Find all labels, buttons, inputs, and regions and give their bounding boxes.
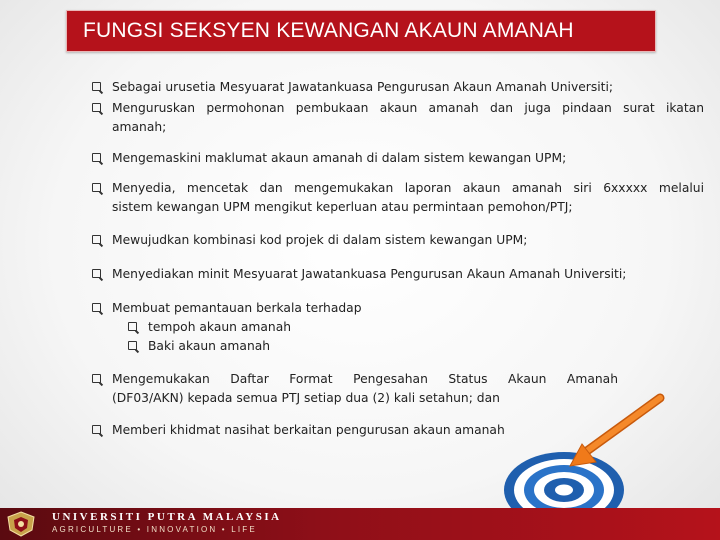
list-item: Sebagai urusetia Mesyuarat Jawatankuasa Pengurusan Akaun Amanah Universiti; (92, 78, 704, 97)
list-item: Mewujudkan kombinasi kod projek di dalam sistem kewangan UPM; (92, 231, 704, 250)
checkbox-bullet-icon (92, 183, 101, 192)
checkbox-bullet-icon (128, 341, 137, 350)
university-name: UNIVERSITI PUTRA MALAYSIA (52, 511, 282, 523)
checkbox-bullet-icon (128, 322, 137, 331)
checkbox-bullet-icon (92, 269, 101, 278)
checkbox-bullet-icon (92, 82, 101, 91)
bullet-list (92, 78, 704, 440)
checkbox-bullet-icon (92, 235, 101, 244)
university-tagline: AGRICULTURE • INNOVATION • LIFE (52, 525, 257, 534)
list-item: Mengemaskini maklumat akaun amanah di dalam sistem kewangan UPM; (92, 149, 704, 168)
sub-list-item: tempoh akaun amanah (128, 318, 704, 337)
title-bar (66, 10, 656, 52)
footer-bar (0, 508, 720, 540)
list-item: Mengemukakan Daftar Format Pengesahan Status Akaun Amanah (DF03/AKN) kepada semua PTJ setiap dua (2) kali setahun; dan (92, 370, 704, 408)
list-item: Menyedia, mencetak dan mengemukakan laporan akaun amanah siri 6xxxxx melalui sistem kewangan UPM mengikut keperluan atau permintaan pemohon/PTJ; (92, 179, 704, 217)
list-item: Menyediakan minit Mesyuarat Jawatankuasa Pengurusan Akaun Amanah Universiti; (92, 265, 704, 284)
arrow-icon (570, 398, 660, 466)
checkbox-bullet-icon (92, 153, 101, 162)
university-crest-icon (4, 510, 38, 538)
checkbox-bullet-icon (92, 425, 101, 434)
slide-title: FUNGSI SEKSYEN KEWANGAN AKAUN AMANAH (83, 19, 574, 42)
checkbox-bullet-icon (92, 103, 101, 112)
checkbox-bullet-icon (92, 303, 101, 312)
list-item: Memberi khidmat nasihat berkaitan pengurusan akaun amanah (92, 421, 704, 440)
checkbox-bullet-icon (92, 374, 101, 383)
list-item: Membuat pemantauan berkala terhadap tempoh akaun amanah Baki akaun amanah (92, 299, 704, 356)
sub-list-item: Baki akaun amanah (128, 337, 704, 356)
list-item: Menguruskan permohonan pembukaan akaun amanah dan juga pindaan surat ikatan amanah; (92, 99, 704, 137)
